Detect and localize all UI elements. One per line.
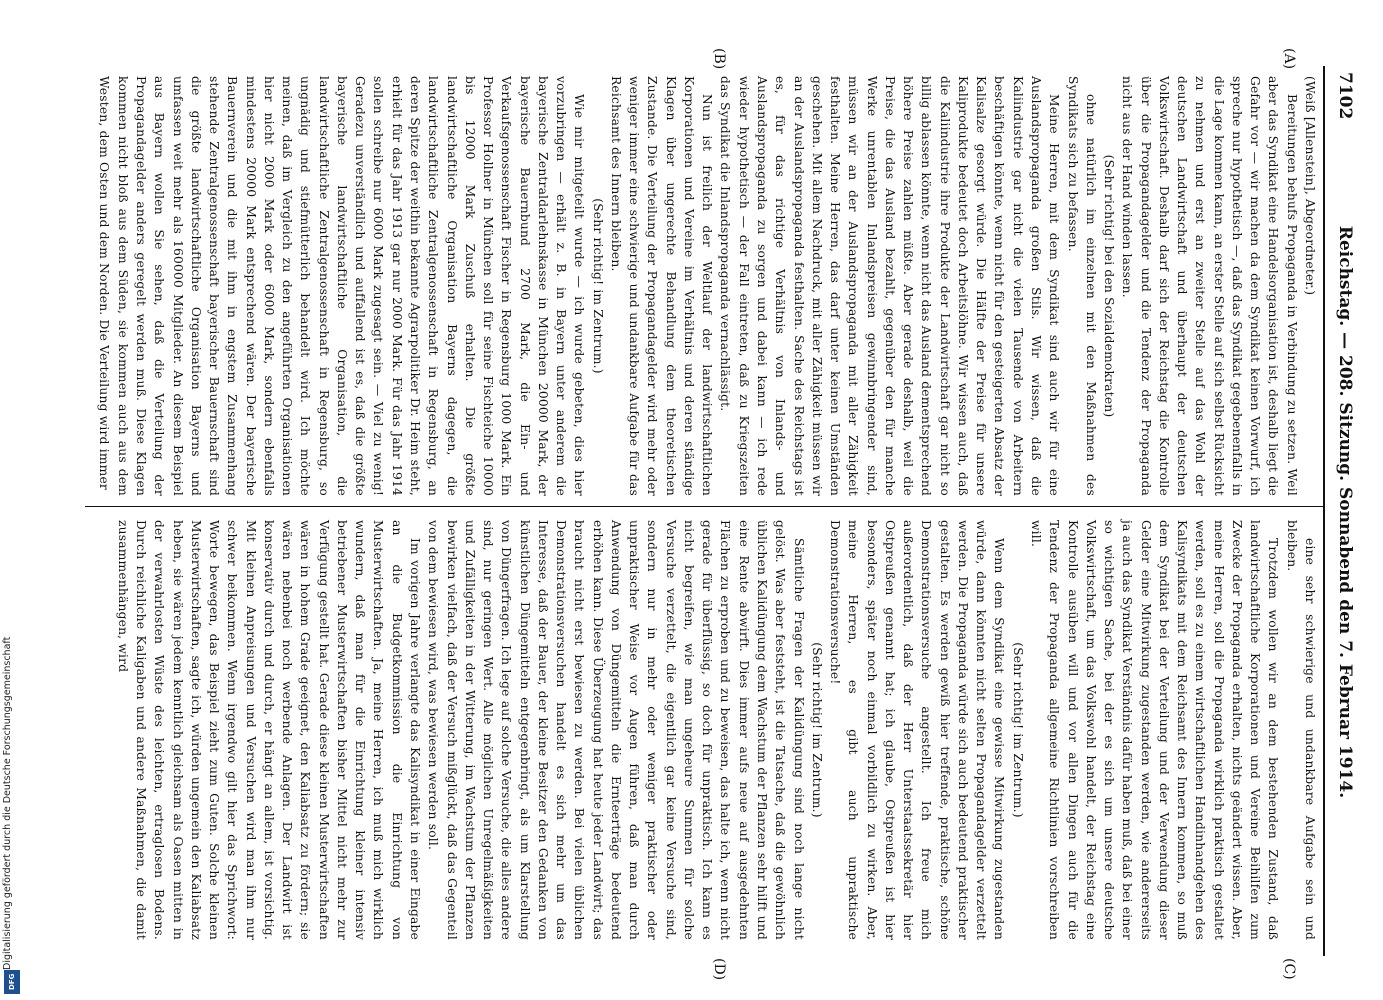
interjection: (Sehr richtig! im Zentrum.) xyxy=(809,642,824,818)
speaker-line: (Weiß [Allenstein], Abgeordneter.) xyxy=(1303,76,1317,296)
margin-marker-a: (A) xyxy=(1281,48,1297,70)
paragraph: Wenn dem Syndikat eine gewisse Mitwirkung zugestanden würde, dann könnten nicht selten Propagandagelder verzettelt werden. Die Propaganda würde sich auch bedeutend praktischer gestalten. Es werden gewiß hier treffende, praktische, schöne Demonstrationsversuche angestellt. Ich freue mich außerordentlich, daß der Herr Unterstaatssekretär hier Ostpreußen genannt hat; ich glaube, Ostpreußen ist hier besonders, später noch einmal vorbildlich zu wirken. Aber, meine Herren, es gibt auch unpraktische Demonstrationsversuche! xyxy=(828,520,1007,940)
paragraph: Wie mir mitgeteilt wurde — ich wurde gebeten, dies hier vorzubringen — erhält z. B. in Bayern unter anderem die bayerische Zentraldarlehnskasse in München 20000 Mark, der bayerische Bauernbund 2700 Mark, die Ein- und Verkaufsgenossenschaft Fischer in Regensburg 1000 Mark. Ein Professor Hollner in München soll für seine Fischteiche 10000 bis 12000 Mark Zuschuß erhalten. Die größte landwirtschaftliche Organisation Bayerns dagegen, die landwirtschaftliche Zentralgenossenschaft in Regensburg, an deren Spitze der weithin bekannte Agrarpolitiker Dr. Heim steht, erhielt für das Jahr 1913 gar nur 2000 Mark. Für das Jahr 1914 sollen schreibe nur 6000 Mark zugesagt sein. — Viel zu wenig! Geradezu unverständlich und auffallend ist es, daß die größte bayerische landwirtschaftliche Organisation, die landwirtschaftliche Zentralgenossenschaft in Regensburg, so ungnädig und stiefmütterlich behandelt wird. Ich möchte meinen, daß im Vergleich zu den angeführten Organisationen hier nicht 2000 Mark oder 6000 Mark, sondern ebenfalls mindestens 20000 Mark entsprechend wären. Der bayerische Bauernverein und die mit ihm in engstem Zusammenhang stehende Zentralgenossenschaft bayerischer Bauernschaft sind die größte landwirtschaftliche Organisation Bayerns und umfassen weit mehr als 160000 Mitglieder. An diesem Beispiel aus Bayern wollen Sie sehen, daß die Verteilung der Propagandagelder anders geregelt werden muß. Diese Klagen kommen nicht bloß aus dem Süden, sie kommen auch aus dem Westen, dem Osten und dem Norden. Die Verteilung wird immer xyxy=(97,76,587,496)
interjection: (Sehr richtig! im Zentrum.) xyxy=(1010,642,1025,818)
running-head: Reichstag. — 208. Sitzung. Sonnabend den 7. Februar 1914. xyxy=(1335,225,1355,799)
paragraph: Meine Herren, mit dem Syndikat sind auch wir für eine Auslandspropaganda großen Stils. Wir wissen, daß die Kaliindustrie gar nicht die vielen Tausende von Arbeitern beschäftigen könnte, wenn nicht für den gesteigerten Absatz der Kalisalze gesorgt würde. Die Hälfte der Preise für unsere Kaliprodukte bedeutet doch Arbeitslöhne. Wir wissen auch, daß die Kaliindustrie ihre Produkte der Landwirtschaft gar nicht so billig ablassen könnte, wenn nicht das Ausland dementsprechend höhere Preise zahlen müßte. Aber gerade deshalb, weil die Preise, die das Ausland bezahlt, gegenüber den für manche Werke unrentablen Inlandspreisen gewinnbringender sind, müssen wir an der Auslandspropaganda mit aller Zähigkeit festhalten. Meine Herren, das darf unter keinen Umständen geschehen. Mit allem Nachdruck, mit aller Zähigkeit müssen wir an der Auslandspropaganda festhalten. Sache des Reichstags ist es, für das richtige Verhältnis von Inlands- und Auslandspropaganda zu sorgen und dabei kann — ich rede wieder hypothetisch — der Fall eintreten, daß zu Kriegszeiten das Syndikat die Inlandspropaganda vernachlässigt. xyxy=(718,76,1062,496)
paragraph: Nun ist freilich der Weltlauf der landwirtschaftlichen Korporationen und Vereine im Verhältnis und deren ständige Klagen über ungerechte Behandlung dem theoretischen Zustande. Die Verteilung der Propagandagelder wird mehr oder weniger immer eine schwierige und undankbare Aufgabe für das Reichsamt des Innern bleiben. xyxy=(608,76,715,496)
left-column xyxy=(95,76,1319,496)
paragraph: eine sehr schwierige und undankbare Aufgabe sein und bleiben. xyxy=(1284,520,1317,940)
paragraph: ohne natürlich im einzelnen mit den Maßnahmen des Syndikats sich zu befassen. xyxy=(1065,76,1098,496)
page-number: 7102 xyxy=(1335,72,1355,120)
dfg-logo: DFG xyxy=(4,970,20,994)
paragraph: Bereitungen behufs Propaganda in Verbindung zu setzen. Weil aber das Syndikat eine Handelsorganisation ist, deshalb liegt die Gefahr vor — wir machen da dem Syndikat keinen Vorwurf, ich spreche nur hypothetisch —, daß das Syndikat gegebenenfalls in die Lage kommen kann, an erster Stelle auf sich selbst Rücksicht zu nehmen und erst an zweiter Stelle auf das Wohl der deutschen Landwirtschaft und überhaupt der deutschen Volkswirtschaft. Deshalb darf sich der Reichstag die Kontrolle über die Propagandagelder und die Tendenz der Propaganda nicht aus der Hand winden lassen. xyxy=(1120,76,1299,496)
page-header xyxy=(1329,72,1355,952)
column-divider xyxy=(85,506,1325,507)
paragraph: Sämtliche Fragen der Kalidüngung sind noch lange nicht gelöst. Was aber feststeht, ist die Tatsache, daß die gewöhnlich üblichen Kalidüngung dem Wachstum der Pflanzen sehr hilft und eine Rente abwirft. Dies immer aufs neue auf ausgedehnten Flächen zu erproben und zu beweisen, das halte ich, wenn nicht gerade für überflüssig, so doch für unpraktisch. Ich kann es nicht begreifen, wie man ungeheure Summen für solche Versuche verzettelt, die eigentlich gar keine Versuche sind, sondern nur in mehr oder weniger praktischer oder unpraktischer Weise vor Augen führen, daß man durch Anwendung von Düngemitteln die Ernteerträge bedeutend erhöhen kann. Diese Überzeugung hat heute jeder Landwirt; das braucht nicht erst bewiesen zu werden. Bei vielen üblichen Demonstrationsversuchen handelt es sich mehr um das Interesse, daß der Bauer, der kleine Besitzer den Gedanken von künstlichen Düngemitteln entgegenbringt, als um Klarstellung von Düngerfragen. Ich lege auf solche Versuche, die alles andere sind, nur geringen Wert. Alle möglichen Unregelmäßigkeiten und Zufälligkeiten in der Witterung, im Wachstum der Pflanzen bewirken vielfach, daß der Versuch mißglückt, daß das Gegenteil von dem bewiesen wird, was bewiesen werden soll. xyxy=(426,520,806,940)
header-rule xyxy=(1323,66,1325,956)
margin-marker-b: (B) xyxy=(711,48,727,70)
margin-marker-c: (C) xyxy=(1281,958,1297,980)
paragraph: Trotzdem wollen wir an dem bestehenden Zustand, daß landwirtschaftliche Korporationen und Vereine Beihilfen zum Zwecke der Propaganda erhalten, nichts geändert wissen. Aber, meine Herren, soll die Propaganda wirklich praktisch gestaltet werden, soll es zu einem wirtschaftlichen Handinhandgehen des Kalisyndikats mit dem Reichsamt des Innern kommen, so muß dem Syndikat bei der Verteilung und der Verwendung dieser Gelder eine Mitwirkung zugestanden werden, wie andererseits ja auch das Syndikat Verständnis dafür haben muß, daß bei einer so wichtigen Sache, bei der es sich um unsere deutsche Volkswirtschaft, um das Volkswohl handelt, der Reichstag eine Kontrolle ausüben will und vor allen Dingen auch für die Tendenz der Propaganda allgemeine Richtlinien vorschreiben will. xyxy=(1029,520,1281,940)
paragraph: Im vorigen Jahre verlangte das Kalisyndikat in einer Eingabe an die Budgetkommission die Einrichtung von Musterwirtschaften. Ja, meine Herren, ich muß mich wirklich wundern, daß man für die Einrichtung kleiner intensiv betriebener Musterwirtschaften bisher Mittel nicht mehr zur Verfügung gestellt hat. Gerade diese kleinen Musterwirtschaften wären in hohem Grade geeignet, den Kaliabsatz zu fördern; sie wären nebenbei noch werbende Anlagen. Der Landwirt ist konservativ durch und durch, er hängt an allem, ist vorsichtig. Mit kleinen Anpreisungen und Versuchen wird man ihm nur schwer beikommen. Wenn irgendwo gilt hier das Sprichwort: Worte bewegen, das Beispiel zieht zum Guten. Solche kleinen Musterwirtschaften, sagte ich, würden ungemein den Kaliabsatz heben, sie wären jedem kenntlich gleichsam als Oasen mitten in der verwahrlosten Wüste des leichten, ertraglosen Bodens. Durch reichliche Kaligaben und andere Maßnahmen, die damit zusammenhängen, wird xyxy=(115,520,422,940)
margin-marker-d: (D) xyxy=(711,958,727,981)
right-column xyxy=(113,520,1319,940)
interjection: (Sehr richtig! bei den Sozialdemokraten) xyxy=(1102,154,1117,418)
interjection: (Sehr richtig! im Zentrum.) xyxy=(590,198,605,374)
digitization-note: Digitalisierung gefördert durch die Deutsche Forschungsgemeinschaft xyxy=(2,636,13,970)
